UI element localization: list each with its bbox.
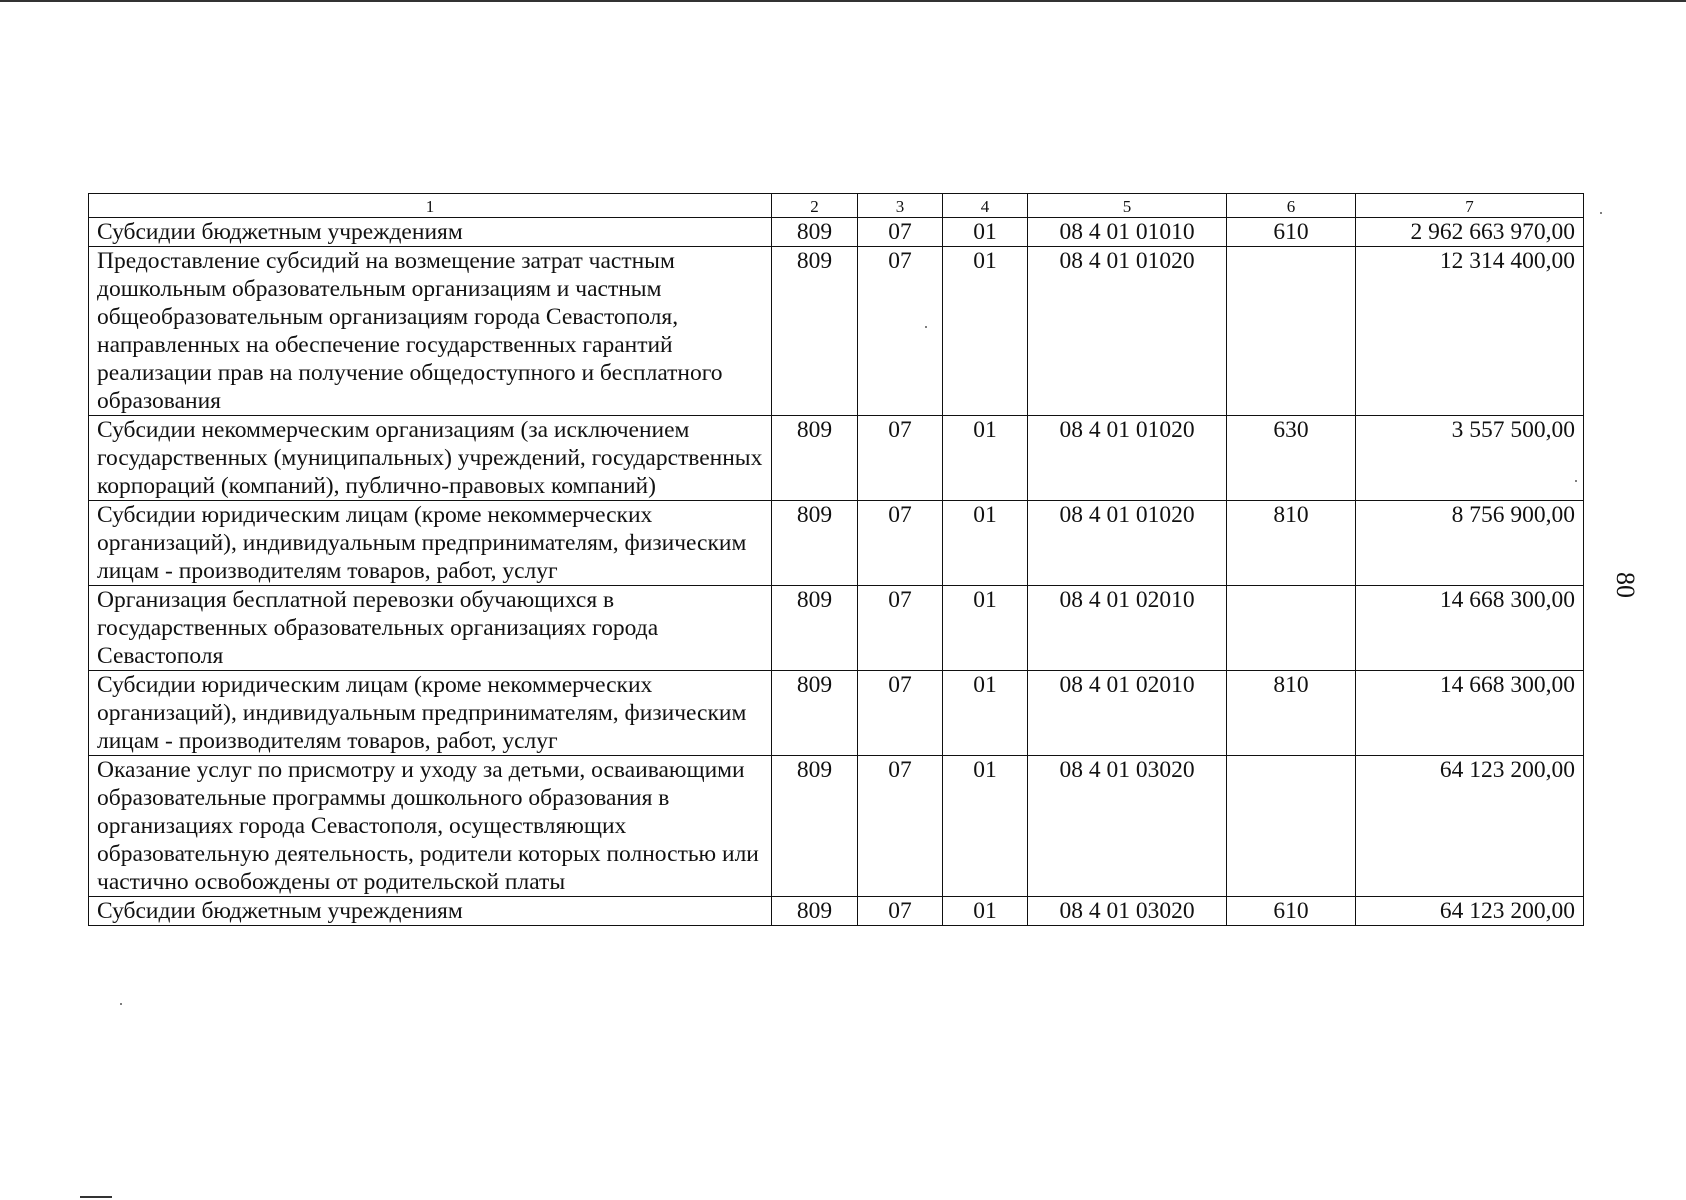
row-section-cell: 07 — [858, 756, 943, 897]
row-target-article-cell: 08 4 01 03020 — [1028, 756, 1227, 897]
row-section-cell: 07 — [858, 247, 943, 416]
row-section-cell: 07 — [858, 586, 943, 671]
row-name-cell: Оказание услуг по присмотру и уходу за детьми, осваивающими образовательные программы дошкольного образования в организациях города Севастополя, осуществляющих образовательную деятельность, родители которых полностью или частично освобождены от родительской платы — [89, 756, 772, 897]
row-expense-type-cell — [1227, 247, 1356, 416]
row-code-cell: 809 — [772, 756, 858, 897]
row-code-cell: 809 — [772, 416, 858, 501]
header-cell: 5 — [1028, 194, 1227, 218]
row-name-cell: Предоставление субсидий на возмещение затрат частным дошкольным образовательным организациям и частным общеобразовательным организациям города Севастополя, направленных на обеспечение государственных гарантий реализации прав на получение общедоступного и бесплатного образования — [89, 247, 772, 416]
row-code-cell: 809 — [772, 586, 858, 671]
row-target-article-cell: 08 4 01 03020 — [1028, 897, 1227, 926]
table-row — [89, 586, 1584, 671]
row-subsection-cell: 01 — [943, 756, 1028, 897]
row-amount-cell: 64 123 200,00 — [1356, 897, 1584, 926]
row-target-article-cell: 08 4 01 01020 — [1028, 416, 1227, 501]
budget-table — [88, 193, 1584, 926]
header-cell: 3 — [858, 194, 943, 218]
header-cell: 4 — [943, 194, 1028, 218]
header-cell: 6 — [1227, 194, 1356, 218]
row-name-cell: Организация бесплатной перевозки обучающихся в государственных образовательных организациях города Севастополя — [89, 586, 772, 671]
row-code-cell: 809 — [772, 897, 858, 926]
row-subsection-cell: 01 — [943, 586, 1028, 671]
header-cell: 7 — [1356, 194, 1584, 218]
row-section-cell: 07 — [858, 218, 943, 247]
row-target-article-cell: 08 4 01 02010 — [1028, 671, 1227, 756]
row-target-article-cell: 08 4 01 01010 — [1028, 218, 1227, 247]
table-row — [89, 897, 1584, 926]
row-expense-type-cell: 610 — [1227, 218, 1356, 247]
row-name-cell: Субсидии бюджетным учреждениям — [89, 218, 772, 247]
table-row — [89, 671, 1584, 756]
table-row — [89, 756, 1584, 897]
row-amount-cell: 3 557 500,00 — [1356, 416, 1584, 501]
scan-edge-top — [0, 0, 1686, 2]
row-amount-cell: 14 668 300,00 — [1356, 671, 1584, 756]
row-amount-cell: 8 756 900,00 — [1356, 501, 1584, 586]
table-header-row — [89, 194, 1584, 218]
row-target-article-cell: 08 4 01 01020 — [1028, 247, 1227, 416]
row-expense-type-cell: 810 — [1227, 501, 1356, 586]
row-subsection-cell: 01 — [943, 501, 1028, 586]
row-name-cell: Субсидии некоммерческим организациям (за исключением государственных (муниципальных) учреждений, государственных корпораций (компаний), публично-правовых компаний) — [89, 416, 772, 501]
row-section-cell: 07 — [858, 416, 943, 501]
row-name-cell: Субсидии бюджетным учреждениям — [89, 897, 772, 926]
row-target-article-cell: 08 4 01 01020 — [1028, 501, 1227, 586]
row-amount-cell: 12 314 400,00 — [1356, 247, 1584, 416]
row-amount-cell: 2 962 663 970,00 — [1356, 218, 1584, 247]
row-amount-cell: 64 123 200,00 — [1356, 756, 1584, 897]
table-row — [89, 416, 1584, 501]
row-name-cell: Субсидии юридическим лицам (кроме некоммерческих организаций), индивидуальным предпринимателям, физическим лицам - производителям товаров, работ, услуг — [89, 671, 772, 756]
scan-edge-bottom — [80, 1196, 112, 1198]
row-subsection-cell: 01 — [943, 897, 1028, 926]
row-name-cell: Субсидии юридическим лицам (кроме некоммерческих организаций), индивидуальным предпринимателям, физическим лицам - производителям товаров, работ, услуг — [89, 501, 772, 586]
row-code-cell: 809 — [772, 247, 858, 416]
row-subsection-cell: 01 — [943, 218, 1028, 247]
row-expense-type-cell — [1227, 756, 1356, 897]
row-subsection-cell: 01 — [943, 671, 1028, 756]
scan-speck — [1600, 212, 1602, 214]
header-cell: 1 — [89, 194, 772, 218]
page-number: 80 — [1611, 572, 1640, 598]
row-section-cell: 07 — [858, 671, 943, 756]
row-section-cell: 07 — [858, 501, 943, 586]
row-expense-type-cell: 610 — [1227, 897, 1356, 926]
table-row — [89, 501, 1584, 586]
row-section-cell: 07 — [858, 897, 943, 926]
row-expense-type-cell — [1227, 586, 1356, 671]
row-subsection-cell: 01 — [943, 247, 1028, 416]
row-code-cell: 809 — [772, 218, 858, 247]
row-expense-type-cell: 630 — [1227, 416, 1356, 501]
row-code-cell: 809 — [772, 501, 858, 586]
header-cell: 2 — [772, 194, 858, 218]
row-code-cell: 809 — [772, 671, 858, 756]
row-subsection-cell: 01 — [943, 416, 1028, 501]
table-row — [89, 247, 1584, 416]
row-expense-type-cell: 810 — [1227, 671, 1356, 756]
table-row — [89, 218, 1584, 247]
row-target-article-cell: 08 4 01 02010 — [1028, 586, 1227, 671]
scan-speck — [120, 1003, 122, 1005]
row-amount-cell: 14 668 300,00 — [1356, 586, 1584, 671]
